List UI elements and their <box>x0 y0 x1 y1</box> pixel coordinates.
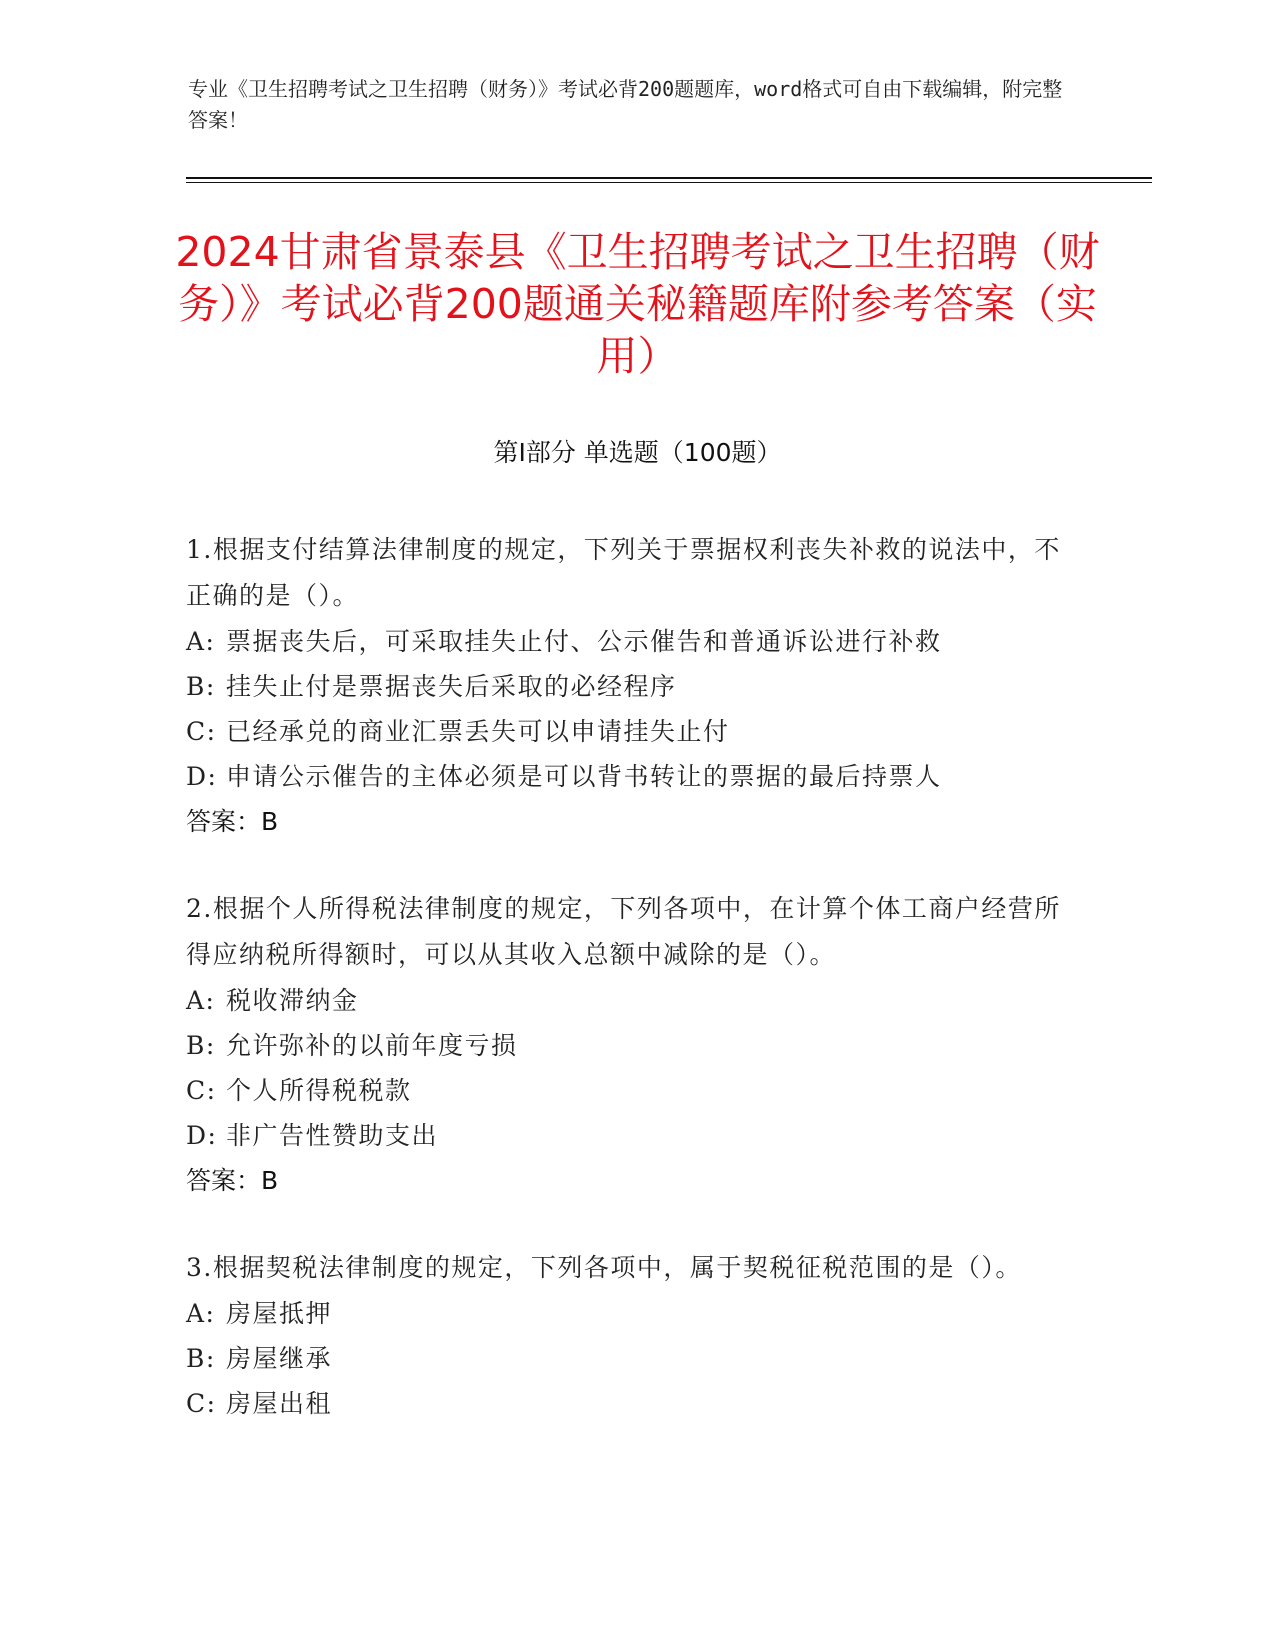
question-stem: 1.根据支付结算法律制度的规定，下列关于票据权利丧失补救的说法中，不正确的是（）。 <box>186 535 1061 610</box>
option-letter: A: <box>186 1299 216 1328</box>
option-text: 个人所得税税款 <box>226 1076 412 1105</box>
option-text: 非广告性赞助支出 <box>226 1121 439 1150</box>
answer-line: 答案：B <box>186 1166 279 1195</box>
question-2 <box>186 886 1066 1203</box>
question-stem: 2.根据个人所得税法律制度的规定，下列各项中，在计算个体工商户经营所得应纳税所得额时，可以从其收入总额中减除的是（）。 <box>186 894 1061 969</box>
option-letter: A: <box>186 627 216 656</box>
header-rule-thick <box>186 177 1152 179</box>
document-title: 2024甘肃省景泰县《卫生招聘考试之卫生招聘（财务）》考试必背200题通关秘籍题库附参考答案（实用） <box>175 228 1100 380</box>
option-letter: B: <box>186 1031 216 1060</box>
question-stem: 3.根据契税法律制度的规定，下列各项中，属于契税征税范围的是（）。 <box>186 1253 1022 1282</box>
section-title: 第I部分 单选题（100题） <box>493 438 782 467</box>
option-text: 允许弥补的以前年度亏损 <box>226 1031 518 1060</box>
option-b <box>186 1336 1066 1381</box>
option-text: 挂失止付是票据丧失后采取的必经程序 <box>226 672 677 701</box>
question-3 <box>186 1245 1066 1426</box>
option-letter: B: <box>186 1344 216 1373</box>
answer-line: 答案：B <box>186 807 279 836</box>
option-c <box>186 1068 1066 1113</box>
option-text: 税收滞纳金 <box>226 986 359 1015</box>
option-text: 房屋出租 <box>226 1389 333 1418</box>
option-text: 房屋继承 <box>226 1344 333 1373</box>
option-letter: A: <box>186 986 216 1015</box>
question-1 <box>186 527 1066 844</box>
option-c <box>186 709 1066 754</box>
option-c <box>186 1381 1066 1426</box>
option-letter: B: <box>186 672 216 701</box>
header-rule-thin <box>186 182 1152 183</box>
option-b <box>186 664 1066 709</box>
option-b <box>186 1023 1066 1068</box>
option-letter: C: <box>186 717 217 746</box>
option-a <box>186 978 1066 1023</box>
option-letter: C: <box>186 1076 217 1105</box>
option-text: 票据丧失后，可采取挂失止付、公示催告和普通诉讼进行补救 <box>226 627 942 656</box>
intro-text: 专业《卫生招聘考试之卫生招聘（财务）》考试必背200题题库，word格式可自由下载编辑，附完整答案！ <box>188 77 1063 132</box>
option-letter: D: <box>186 1121 218 1150</box>
question-list <box>186 527 1066 1468</box>
option-a <box>186 619 1066 664</box>
option-d <box>186 754 1066 799</box>
option-a <box>186 1291 1066 1336</box>
option-letter: C: <box>186 1389 217 1418</box>
option-text: 房屋抵押 <box>226 1299 333 1328</box>
option-text: 已经承兑的商业汇票丢失可以申请挂失止付 <box>226 717 730 746</box>
option-text: 申请公示催告的主体必须是可以背书转让的票据的最后持票人 <box>226 762 942 791</box>
option-d <box>186 1113 1066 1158</box>
option-letter: D: <box>186 762 218 791</box>
